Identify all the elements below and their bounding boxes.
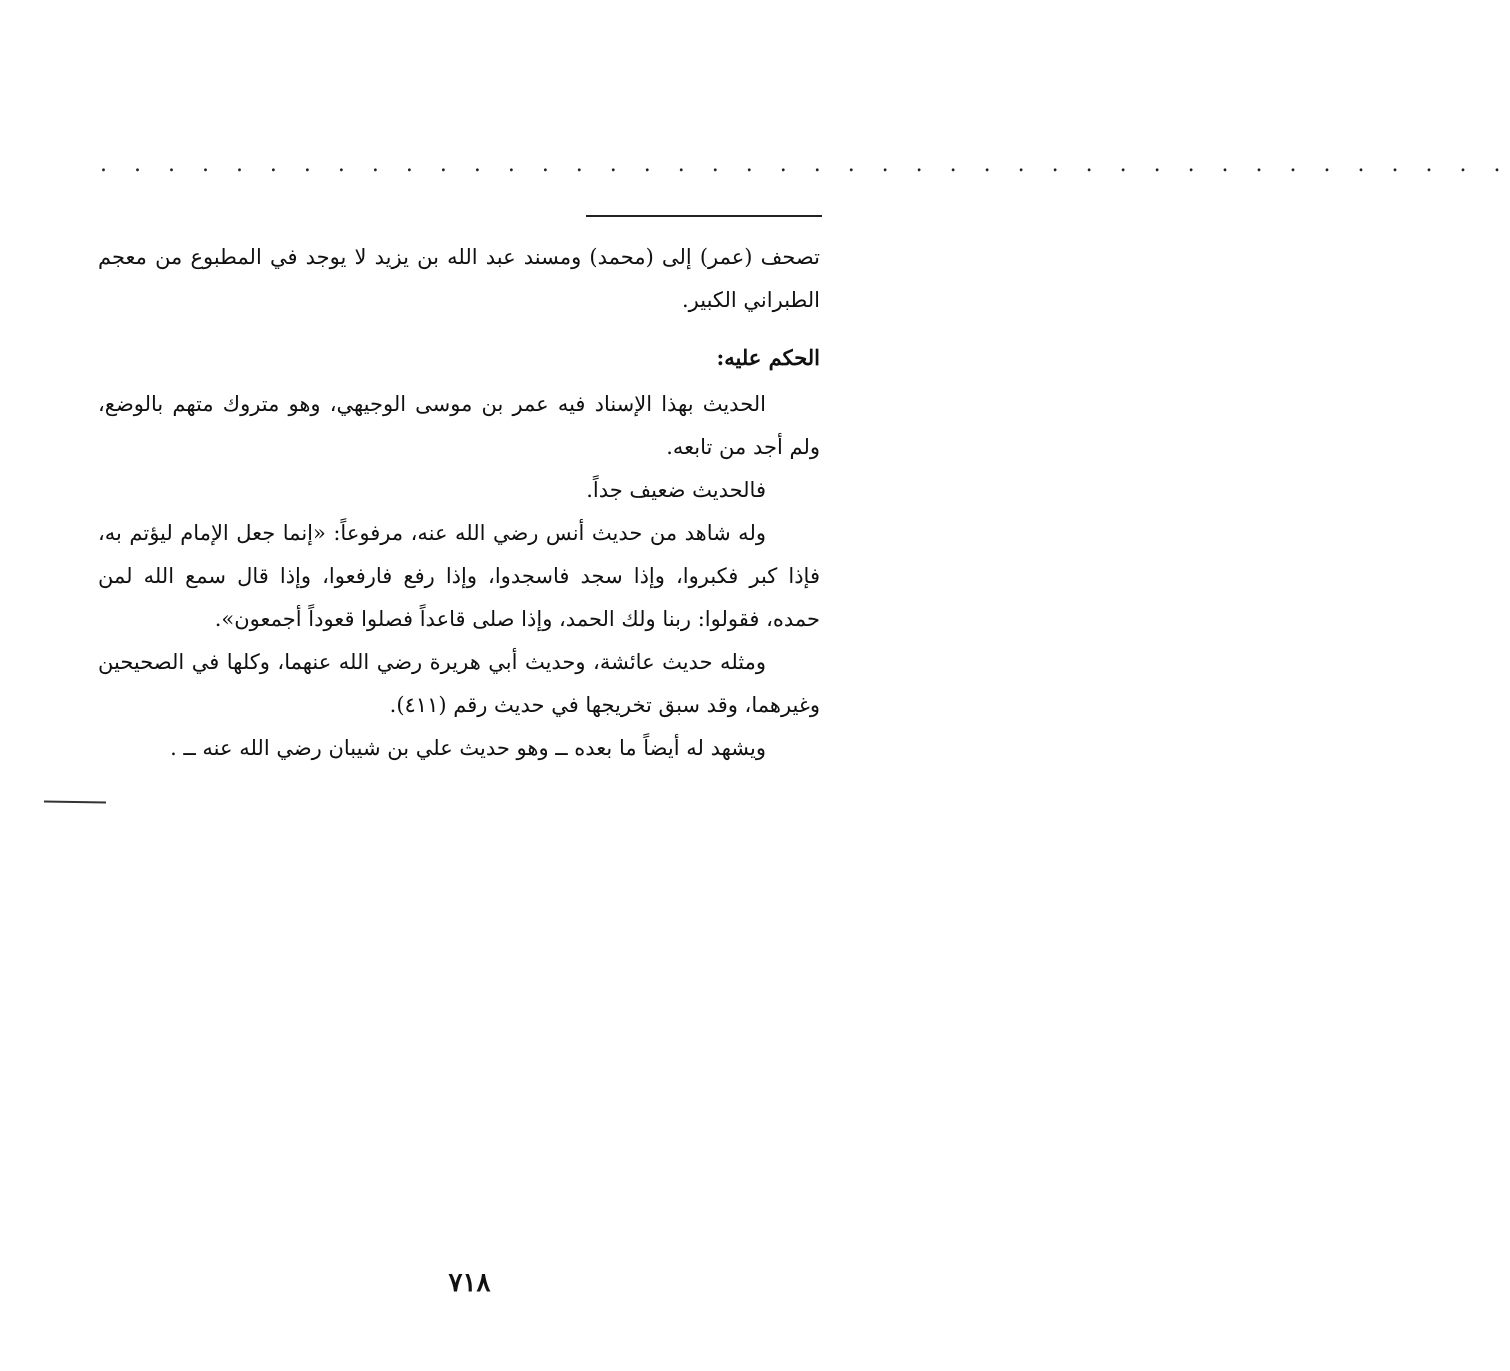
page-body bbox=[98, 236, 820, 770]
footnote-text: تصحف (عمر) إلى (محمد) ومسند عبد الله بن يزيد لا يوجد في المطبوع من معجم الطبراني الكبير. bbox=[98, 245, 820, 312]
dotted-separator: . . . . . . . . . . . . . . . . . . . . . . . . . . . . . . . . . . . . . . . . . . bbox=[100, 152, 1510, 177]
paragraph-verdict: فالحديث ضعيف جداً. bbox=[586, 478, 766, 502]
footnote-rule bbox=[586, 215, 822, 217]
paragraph-isnad: الحديث بهذا الإسناد فيه عمر بن موسى الوجيهي، وهو متروك متهم بالوضع، ولم أجد من تابعه. bbox=[98, 392, 820, 459]
page-number: ٧١٨ bbox=[448, 1268, 491, 1298]
paragraph-ali-witness: ويشهد له أيضاً ما بعده ــ وهو حديث علي بن شيبان رضي الله عنه ــ . bbox=[170, 736, 766, 760]
section-heading: الحكم عليه: bbox=[716, 345, 820, 370]
paragraph-aisha-abu-hurayra: ومثله حديث عائشة، وحديث أبي هريرة رضي الله عنهما، وكلها في الصحيحين وغيرهما، وقد سبق تخريجها في حديث رقم (٤١١). bbox=[98, 650, 820, 717]
stray-pen-mark bbox=[44, 800, 106, 803]
paragraph-anas-witness: وله شاهد من حديث أنس رضي الله عنه، مرفوعاً: «إنما جعل الإمام ليؤتم به، فإذا كبر فكبروا، وإذا سجد فاسجدوا، وإذا رفع فارفعوا، وإذا قال سمع الله لمن حمده، فقولوا: ربنا ولك الحمد، وإذا صلى قاعداً فصلوا قعوداً أجمعون». bbox=[98, 521, 820, 631]
